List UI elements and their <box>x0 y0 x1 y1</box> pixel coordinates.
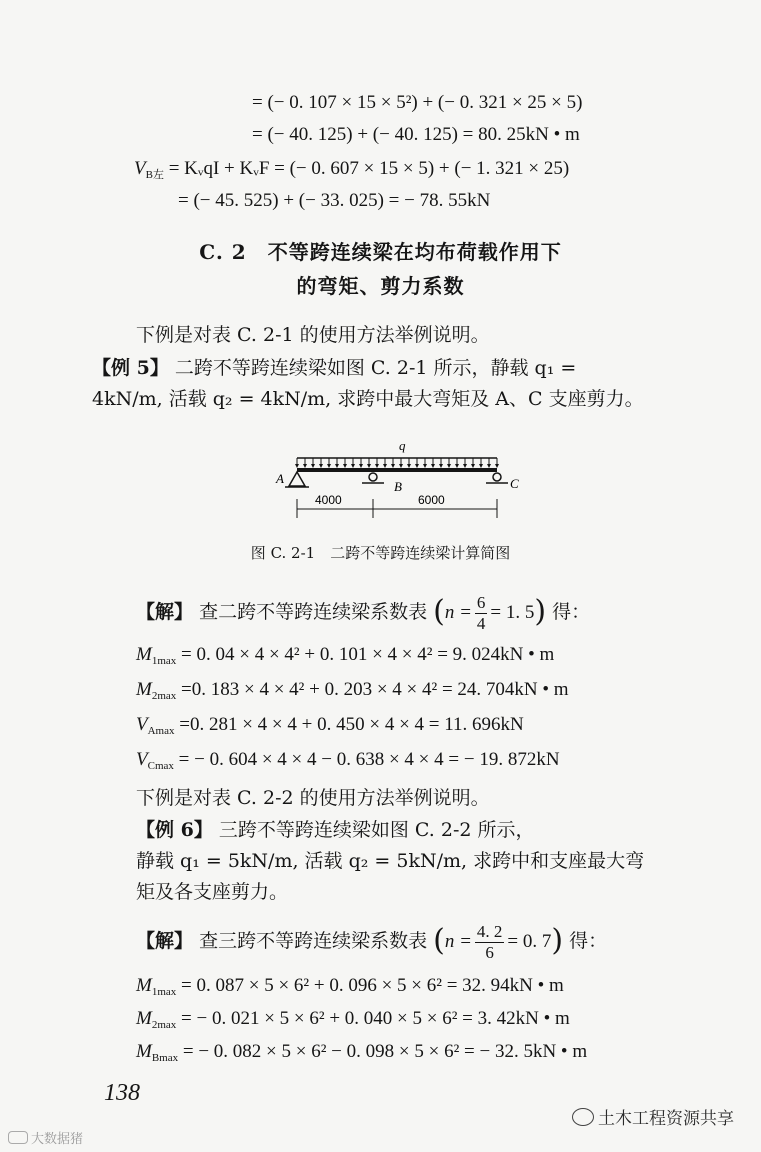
solution-6-header <box>136 921 607 963</box>
span-2-label: 6000 <box>418 493 445 507</box>
row-subscript: 1max <box>151 986 177 998</box>
load-arrow-head <box>479 464 483 468</box>
load-arrow-head <box>359 464 363 468</box>
solution-6-row <box>136 973 564 1005</box>
load-arrow-head <box>303 464 307 468</box>
solution-6-row <box>136 1039 587 1071</box>
watermark-right-text: 土木工程资源共享 <box>598 1109 734 1128</box>
load-arrow-head <box>383 464 387 468</box>
row-subscript: Amax <box>147 725 175 737</box>
fraction-numerator: 4. 2 <box>476 921 503 941</box>
solution-6-tag: 【解】 <box>136 930 194 952</box>
load-arrow-head <box>447 464 451 468</box>
example-6-tag: 【例 6】 <box>136 819 213 841</box>
row-expression: = − 0. 021 × 5 × 6² + 0. 040 × 5 × 6² = 3. 42kN • m <box>181 1008 570 1029</box>
intro-paragraph-1: 下例是对表 C. 2-1 的使用方法举例说明。 <box>136 324 490 346</box>
load-arrow-head <box>295 464 299 468</box>
row-expression: = 0. 04 × 4 × 4² + 0. 101 × 4 × 4² = 9. 024kN • m <box>181 644 555 665</box>
wechat-icon <box>572 1108 594 1126</box>
example-5-tag: 【例 5】 <box>92 357 169 379</box>
calc-line-2: = (− 40. 125) + (− 40. 125) = 80. 25kN • m <box>252 124 580 145</box>
example-6-line-2: 静载 q₁ = 5kN/m, 活载 q₂ = 5kN/m, 求跨中和支座最大弯 <box>136 850 645 872</box>
load-arrow-head <box>391 464 395 468</box>
paren-close: ) <box>534 594 547 629</box>
load-label: q <box>399 438 406 453</box>
row-expression: =0. 281 × 4 × 4 + 0. 450 × 4 × 4 = 11. 696kN <box>179 714 524 735</box>
support-b-roller <box>369 473 377 481</box>
load-arrow-head <box>431 464 435 468</box>
row-symbol: M <box>136 644 152 665</box>
load-arrow-head <box>407 464 411 468</box>
row-expression: = 0. 087 × 5 × 6² + 0. 096 × 5 × 6² = 32. 94kN • m <box>181 975 564 996</box>
load-arrow-head <box>495 464 499 468</box>
n-value: = 0. 7 <box>507 931 552 952</box>
calc-line-3 <box>134 156 569 188</box>
n-label: n = <box>444 931 472 952</box>
load-arrow-head <box>351 464 355 468</box>
paren-close: ) <box>551 923 564 958</box>
ratio-fraction <box>475 922 505 963</box>
load-arrow-head <box>463 464 467 468</box>
section-heading-line-1: C. 2 不等跨连续梁在均布荷载作用下 <box>199 240 562 264</box>
row-subscript: Bmax <box>151 1052 179 1064</box>
solution-5-row <box>136 642 554 674</box>
load-arrow-head <box>487 464 491 468</box>
row-expression: = − 0. 082 × 5 × 6² − 0. 098 × 5 × 6² = − 32. 5kN • m <box>182 1041 588 1062</box>
row-subscript: 2max <box>151 1019 177 1031</box>
fraction-denominator: 6 <box>485 942 494 962</box>
calc-line-4: = (− 45. 525) + (− 33. 025) = − 78. 55kN <box>178 190 491 211</box>
load-arrows <box>295 458 499 468</box>
solution-5-row <box>136 747 560 779</box>
beam <box>297 468 497 472</box>
intro-paragraph-2: 下例是对表 C. 2-2 的使用方法举例说明。 <box>136 787 490 809</box>
section-heading-line-2: 的弯矩、剪力系数 <box>296 274 465 298</box>
n-value: = 1. 5 <box>490 602 535 623</box>
load-arrow-head <box>335 464 339 468</box>
watermark-right <box>572 1104 734 1129</box>
paren-open: ( <box>433 594 445 629</box>
load-arrow-head <box>343 464 347 468</box>
watermark-left <box>8 1128 83 1147</box>
example-5-text-1: 二跨不等跨连续梁如图 C. 2-1 所示，静载 q₁ = <box>174 357 577 379</box>
solution-6-row <box>136 1006 570 1038</box>
row-subscript: 2max <box>151 690 177 702</box>
row-subscript: Cmax <box>147 760 174 772</box>
n-label: n = <box>444 602 472 623</box>
shear-subscript: B左 <box>145 169 164 181</box>
row-symbol: M <box>136 1008 152 1029</box>
ratio-fraction <box>475 593 488 634</box>
shear-symbol: V <box>134 158 146 179</box>
row-expression: =0. 183 × 4 × 4² + 0. 203 × 4 × 4² = 24. 704kN • m <box>181 679 569 700</box>
row-subscript: 1max <box>151 655 177 667</box>
load-arrow-head <box>367 464 371 468</box>
solution-5-row <box>136 712 524 744</box>
figure-caption: 图 C. 2-1 二跨不等跨连续梁计算简图 <box>250 544 511 562</box>
row-symbol: V <box>136 714 148 735</box>
support-a-pin <box>289 472 305 486</box>
support-c-roller <box>493 473 501 481</box>
load-arrow-head <box>471 464 475 468</box>
solution-6-text: 查三跨不等跨连续梁系数表 <box>199 930 428 952</box>
page-number: 138 <box>104 1080 140 1106</box>
solution-5-text: 查二跨不等跨连续梁系数表 <box>199 601 428 623</box>
support-b-label: B <box>394 479 402 494</box>
watermark-logo-icon <box>8 1131 28 1144</box>
example-6-text-1: 三跨不等跨连续梁如图 C. 2-2 所示， <box>218 819 535 841</box>
fraction-numerator: 6 <box>476 592 486 612</box>
row-symbol: M <box>136 679 152 700</box>
paren-open: ( <box>433 923 445 958</box>
example-6-line-1 <box>136 817 535 843</box>
load-arrow-head <box>327 464 331 468</box>
span-1-label: 4000 <box>315 493 342 507</box>
load-arrow-head <box>375 464 379 468</box>
calc-line-1: = (− 0. 107 × 15 × 5²) + (− 0. 321 × 25 × 5) <box>252 92 583 113</box>
support-a-label: A <box>276 471 284 486</box>
load-arrow-head <box>439 464 443 468</box>
support-c-label: C <box>510 476 519 491</box>
load-arrow-head <box>311 464 315 468</box>
shear-expression: = KᵥqI + KᵥF = (− 0. 607 × 15 × 5) + (− 1. 321 × 25) <box>168 158 570 179</box>
solution-5-row <box>136 677 569 709</box>
solution-5-suffix: 得： <box>552 601 591 623</box>
solution-6-suffix: 得： <box>569 930 608 952</box>
load-arrow-head <box>455 464 459 468</box>
row-expression: = − 0. 604 × 4 × 4 − 0. 638 × 4 × 4 = − 19. 872kN <box>178 749 560 770</box>
beam-diagram <box>270 436 530 526</box>
load-arrow-head <box>399 464 403 468</box>
example-6-line-3: 矩及各支座剪力。 <box>136 881 289 903</box>
load-arrow-head <box>319 464 323 468</box>
watermark-left-text: 大数据猪 <box>31 1131 84 1146</box>
fraction-denominator: 4 <box>476 613 486 633</box>
row-symbol: V <box>136 749 148 770</box>
example-5-line-1 <box>92 355 576 381</box>
load-arrow-head <box>415 464 419 468</box>
solution-5-header <box>136 592 590 634</box>
example-5-line-2: 4kN/m, 活载 q₂ = 4kN/m, 求跨中最大弯矩及 A、C 支座剪力。 <box>92 388 644 410</box>
row-symbol: M <box>136 975 152 996</box>
solution-5-tag: 【解】 <box>136 601 194 623</box>
row-symbol: M <box>136 1041 152 1062</box>
load-arrow-head <box>423 464 427 468</box>
